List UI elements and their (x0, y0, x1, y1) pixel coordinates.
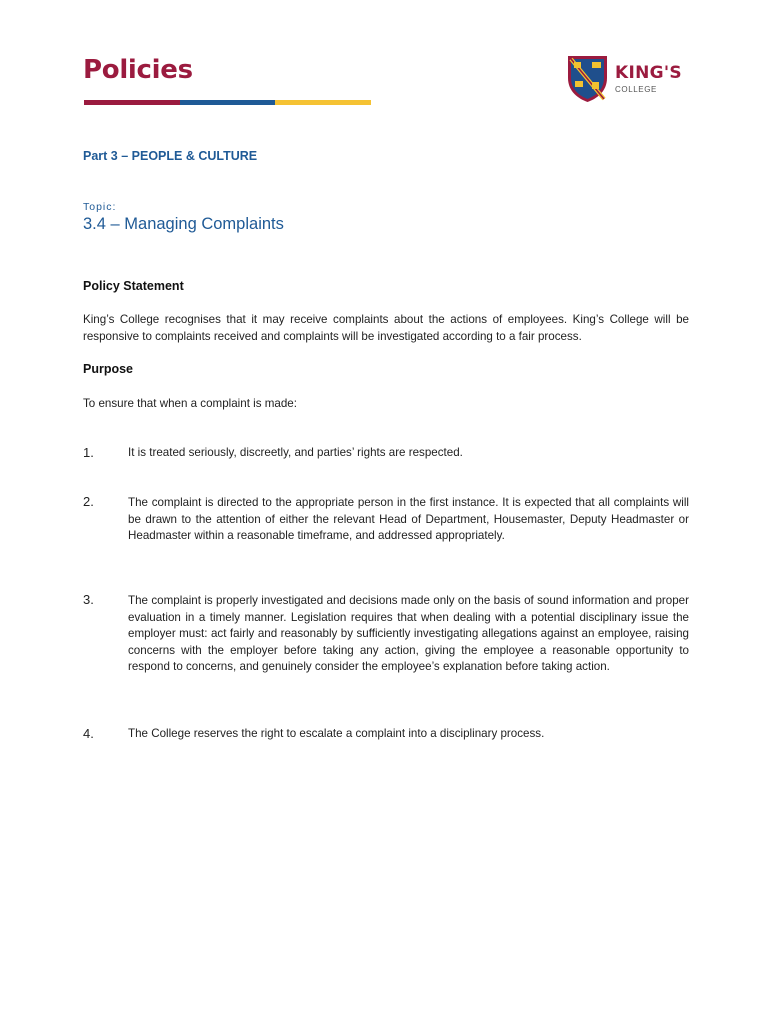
policy-statement-text: King’s College recognises that it may receive complaints about the actions of employees. King’s College will be responsive to complaints received and complaints will be investigated according to a fair process. (83, 313, 689, 343)
list-item: The complaint is directed to the appropriate person in the first instance. It is expected that all complaints will be drawn to the attention of either the relevant Head of Department, Housemaster, Deputy Headmaster or Headmaster within a reasonable timeframe, and addressed appropriately. (128, 496, 689, 542)
part-heading: Part 3 – PEOPLE & CULTURE (83, 149, 258, 163)
logo-subtitle: COLLEGE (615, 85, 657, 94)
policy-statement-heading: Policy Statement (83, 279, 184, 293)
topic-label: Topic: (83, 201, 117, 213)
list-item: The complaint is properly investigated and decisions made only on the basis of sound information and proper evaluation in a timely manner. Legislation requires that when dealing with a potential disciplinary issue the employer must: act fairly and reasonably by sufficiently investigating allegations against an employee, raising concerns with the employer before taking any action, giving the employee a reasonable opportunity to respond to concerns, and genuinely consider the employee’s explanation before taking action. (128, 594, 689, 673)
purpose-intro: To ensure that when a complaint is made: (83, 397, 297, 410)
list-item-number: 4. (83, 726, 94, 741)
logo-wordmark: KING'S (615, 63, 682, 83)
list-item: It is treated seriously, discreetly, and parties’ rights are respected. (128, 446, 463, 459)
list-item-number: 1. (83, 445, 94, 460)
college-logo (566, 53, 706, 105)
rule-segment-gold (275, 100, 371, 105)
page-title: Policies (83, 55, 193, 85)
rule-segment-crimson (84, 100, 180, 105)
rule-segment-blue (180, 100, 276, 105)
list-item: The College reserves the right to escalate a complaint into a disciplinary process. (128, 727, 545, 740)
topic-title: 3.4 – Managing Complaints (83, 215, 284, 233)
list-item-number: 2. (83, 494, 94, 509)
title-underline (84, 100, 371, 105)
purpose-heading: Purpose (83, 362, 134, 376)
list-item-number: 3. (83, 592, 94, 607)
college-crest-icon (566, 54, 609, 104)
